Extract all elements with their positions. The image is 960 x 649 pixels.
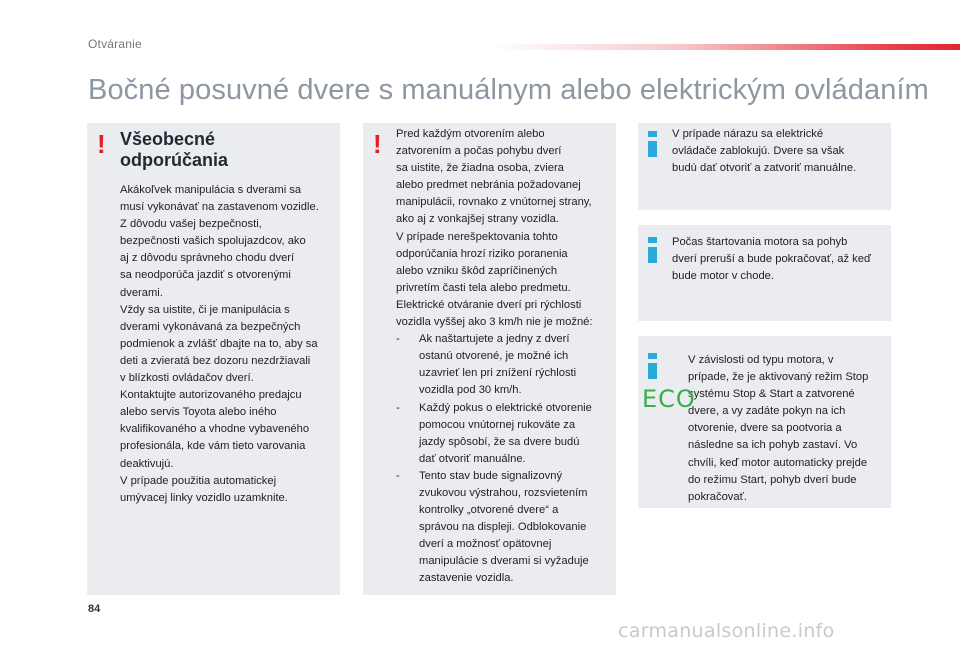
speed-warning-content (396, 126, 616, 588)
list-item: - Ak naštartujete a jedny z dverí ostanú otvorené, je možné ich uzavrieť len pri znížení rýchlosti vozidla pod 30 km/h. (396, 331, 616, 399)
list-item: - Každý pokus o elektrické otvorenie pomocou vnútornej rukoväte za jazdy spôsobí, že sa dvere budú dať otvoriť manuálne. (396, 400, 616, 468)
warning-icon: ! (373, 129, 382, 159)
list-item: - Tento stav bude signalizovný zvukovou výstrahou, rozsvietením kontrolky „otvorené dvere“ a správou na displeji. Odblokovanie dverí a možnosť opätovnej manipulácie s dverami si vyžaduje zastavenie vozidla. (396, 468, 616, 588)
general-heading-line1: Všeobecné (120, 129, 216, 149)
general-heading-line2: odporúčania (120, 150, 229, 170)
crash-info-text: V prípade nárazu sa elektrické ovládače zablokujú. Dvere sa však budú dať otvoriť a zatvoriť manuálne. (672, 128, 857, 175)
info-icon (648, 353, 657, 379)
section-label: Otváranie (88, 37, 142, 51)
stop-start-info-box (638, 336, 891, 508)
page-number: 84 (88, 603, 101, 615)
speed-warning-box (363, 123, 616, 595)
speed-warning-body: Pred každým otvorením alebo zatvorením a počas pohybu dverí sa uistite, že žiadna osoba, zviera alebo predmet nebránia požadovanej manipulácii, rovnako z vnútornej strany, ako aj z vonkajšej strany vozidla. V prípade nerešpektovania tohto odporúčania hrozí riziko poranenia alebo vzniku škôd zapríčinených privretím časti tela alebo predmetu. Elektrické otváranie dverí pri rýchlosti vozidla vyššej ako 3 km/h nie je možné: (396, 128, 593, 329)
engine-start-info-box (638, 225, 891, 321)
info-icon (648, 131, 657, 157)
header-accent-bar (490, 44, 960, 50)
watermark: carmanualsonline.info (618, 620, 835, 642)
general-recommendations-box (87, 123, 340, 595)
page-title: Bočné posuvné dvere s manuálnym alebo elektrickým ovládaním (88, 74, 929, 106)
speed-warning-list (396, 331, 616, 587)
engine-start-info-text: Počas štartovania motora sa pohyb dverí preruší a bude pokračovať, až keď bude motor v chode. (672, 236, 871, 283)
warning-icon: ! (97, 129, 106, 159)
stop-start-info-text: V závislosti od typu motora, v prípade, že je aktivovaný režim Stop systému Stop & Start a zatvorené dvere, a vy zadáte pokyn na ich otvorenie, dvere sa pootvoria a následne sa ich pohyb zastaví. Vo chvíli, keď motor automaticky prejde do režimu Start, pohyb dverí bude pokračovať. (688, 354, 869, 503)
info-icon (648, 237, 657, 263)
general-body-text: Akákoľvek manipulácia s dverami sa musí vykonávať na zastavenom vozidle. Z dôvodu vašej bezpečnosti, bezpečnosti vašich spolujazdcov, ako aj z dôvodu správneho chodu dverí sa neodporúča jazdiť s otvorenými dverami. Vždy sa uistite, či je manipulácia s dverami vykonávaná za bezpečných podmienok a zvlášť dbajte na to, aby sa deti a zvieratá bez dozoru nezdržiavali v blízkosti ovládačov dverí. Kontaktujte autorizovaného predajcu alebo servis Toyota alebo iného kvalifikovaného a vhodne vybaveného profesionála, kde vám tieto varovania deaktivujú. V prípade použitia automatickej umývacej linky vozidlo uzamknite. (120, 184, 319, 504)
general-heading (120, 129, 228, 171)
eco-logo: ECO (642, 385, 696, 413)
crash-info-box (638, 123, 891, 210)
